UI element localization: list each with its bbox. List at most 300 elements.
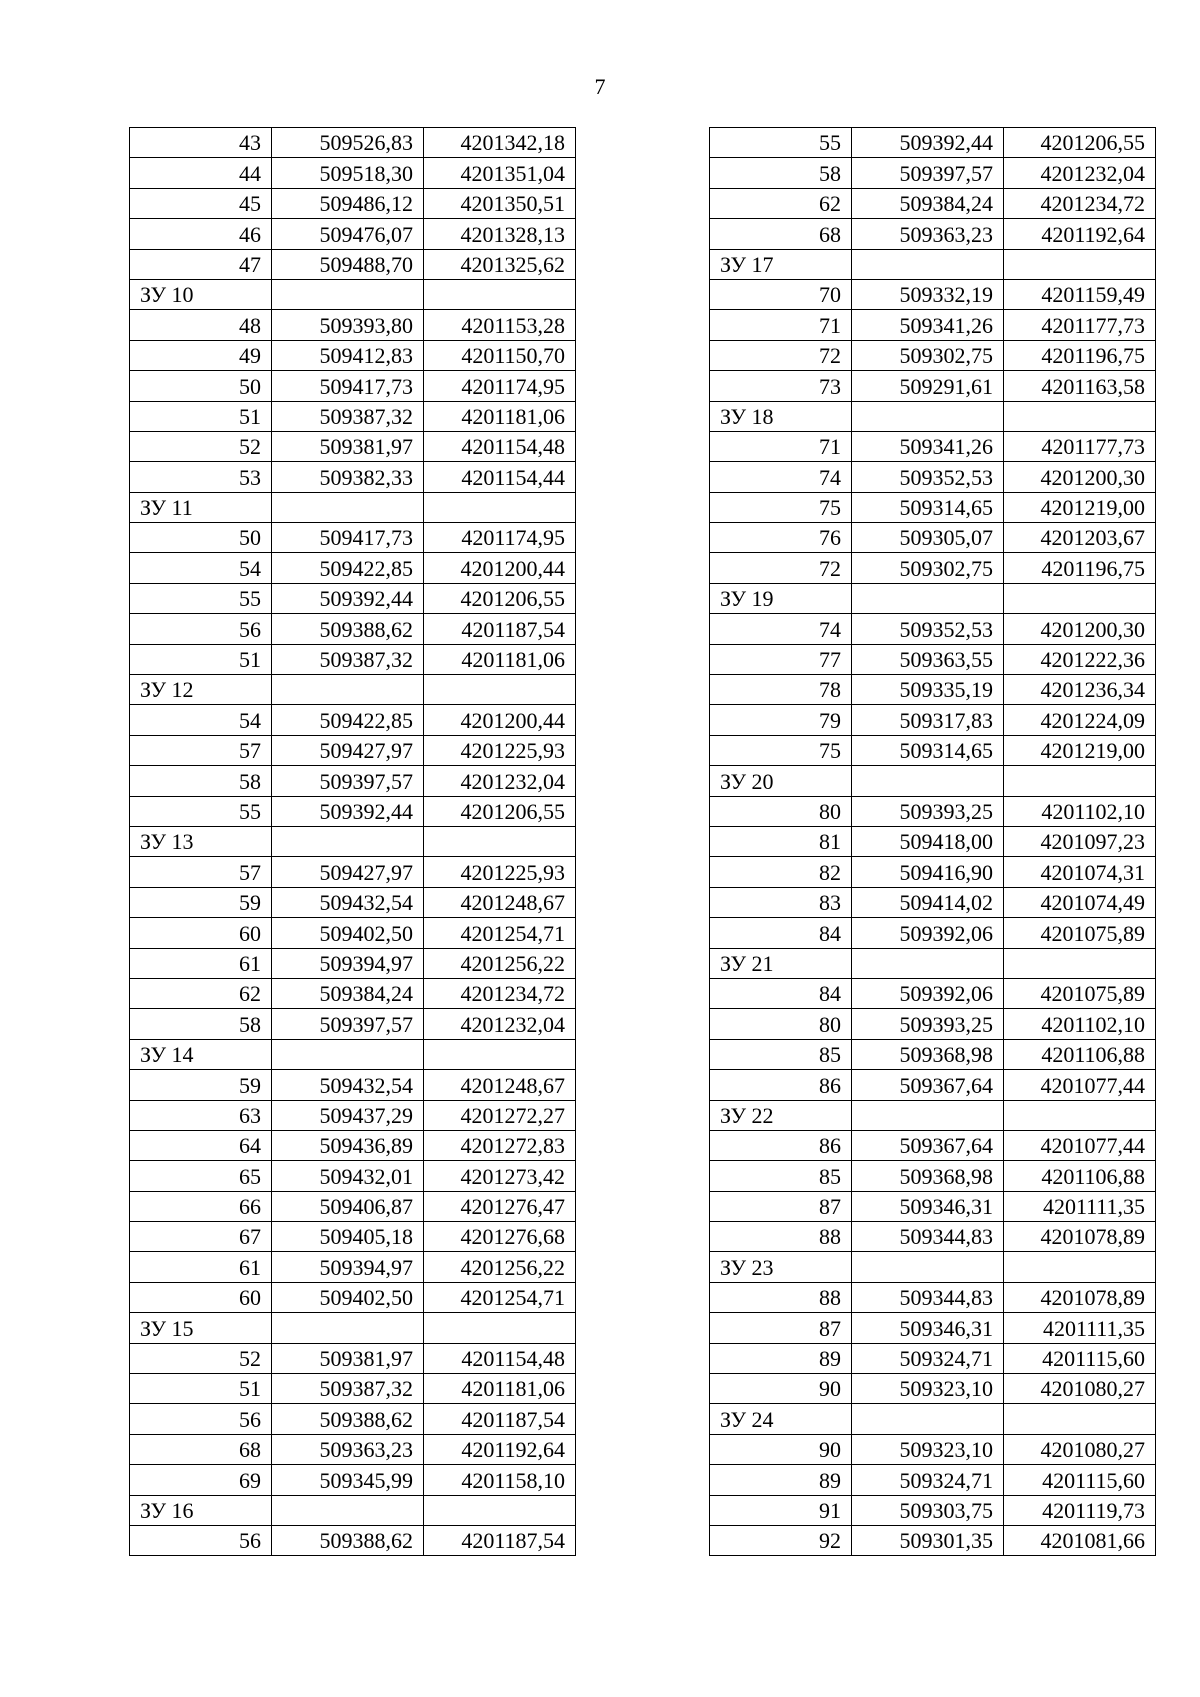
x-coordinate-cell: 509384,24 [272,978,424,1008]
empty-cell [272,279,424,309]
table-row [130,462,576,492]
y-coordinate-cell: 4201256,22 [424,1252,576,1282]
section-label: ЗУ 24 [710,1404,852,1434]
table-row [130,1130,576,1160]
point-number-cell: 44 [130,158,272,188]
point-number-cell: 59 [130,1070,272,1100]
table-row [710,462,1156,492]
point-number-cell: 48 [130,310,272,340]
table-row [130,705,576,735]
point-number-cell: 56 [130,1404,272,1434]
y-coordinate-cell: 4201232,04 [1004,158,1156,188]
point-number-cell: 55 [710,128,852,158]
point-number-cell: 86 [710,1070,852,1100]
section-row [130,279,576,309]
x-coordinate-cell: 509317,83 [852,705,1004,735]
y-coordinate-cell: 4201192,64 [1004,219,1156,249]
x-coordinate-cell: 509486,12 [272,188,424,218]
table-row [130,948,576,978]
table-row [710,705,1156,735]
table-row [130,1343,576,1373]
point-number-cell: 80 [710,796,852,826]
x-coordinate-cell: 509323,10 [852,1374,1004,1404]
x-coordinate-cell: 509416,90 [852,857,1004,887]
x-coordinate-cell: 509344,83 [852,1282,1004,1312]
y-coordinate-cell: 4201115,60 [1004,1465,1156,1495]
empty-cell [424,1313,576,1343]
section-row [130,826,576,856]
table-row [130,1465,576,1495]
x-coordinate-cell: 509352,53 [852,462,1004,492]
y-coordinate-cell: 4201077,44 [1004,1130,1156,1160]
x-coordinate-cell: 509418,00 [852,826,1004,856]
y-coordinate-cell: 4201075,89 [1004,918,1156,948]
table-row [130,887,576,917]
x-coordinate-cell: 509305,07 [852,523,1004,553]
point-number-cell: 67 [130,1222,272,1252]
section-row [710,1100,1156,1130]
y-coordinate-cell: 4201080,27 [1004,1434,1156,1464]
point-number-cell: 54 [130,553,272,583]
x-coordinate-cell: 509394,97 [272,948,424,978]
section-row [130,1039,576,1069]
point-number-cell: 60 [130,918,272,948]
y-coordinate-cell: 4201187,54 [424,614,576,644]
table-row [130,371,576,401]
x-coordinate-cell: 509392,44 [272,583,424,613]
x-coordinate-cell: 509314,65 [852,492,1004,522]
point-number-cell: 92 [710,1525,852,1555]
table-row [710,857,1156,887]
y-coordinate-cell: 4201074,49 [1004,887,1156,917]
empty-cell [272,1495,424,1525]
point-number-cell: 78 [710,675,852,705]
table-row [130,1009,576,1039]
table-row [710,1465,1156,1495]
point-number-cell: 77 [710,644,852,674]
x-coordinate-cell: 509402,50 [272,918,424,948]
y-coordinate-cell: 4201256,22 [424,948,576,978]
point-number-cell: 79 [710,705,852,735]
table-row [710,128,1156,158]
empty-cell [272,675,424,705]
table-row [710,188,1156,218]
point-number-cell: 63 [130,1100,272,1130]
y-coordinate-cell: 4201206,55 [424,796,576,826]
empty-cell [852,1100,1004,1130]
point-number-cell: 87 [710,1191,852,1221]
table-row [130,219,576,249]
x-coordinate-cell: 509388,62 [272,614,424,644]
point-number-cell: 90 [710,1434,852,1464]
point-number-cell: 89 [710,1343,852,1373]
y-coordinate-cell: 4201232,04 [424,1009,576,1039]
table-row [710,523,1156,553]
point-number-cell: 57 [130,735,272,765]
table-row [710,1222,1156,1252]
x-coordinate-cell: 509302,75 [852,340,1004,370]
point-number-cell: 74 [710,462,852,492]
table-row [710,1343,1156,1373]
table-row [130,1252,576,1282]
table-row [710,1374,1156,1404]
table-row [710,1070,1156,1100]
table-row [710,1161,1156,1191]
point-number-cell: 84 [710,918,852,948]
coordinates-table-right [709,127,1156,1556]
point-number-cell: 46 [130,219,272,249]
point-number-cell: 61 [130,948,272,978]
y-coordinate-cell: 4201225,93 [424,857,576,887]
y-coordinate-cell: 4201200,44 [424,705,576,735]
table-row [130,431,576,461]
empty-cell [424,826,576,856]
point-number-cell: 76 [710,523,852,553]
y-coordinate-cell: 4201102,10 [1004,796,1156,826]
empty-cell [272,826,424,856]
y-coordinate-cell: 4201236,34 [1004,675,1156,705]
y-coordinate-cell: 4201203,67 [1004,523,1156,553]
x-coordinate-cell: 509402,50 [272,1282,424,1312]
y-coordinate-cell: 4201254,71 [424,1282,576,1312]
table-row [130,249,576,279]
x-coordinate-cell: 509393,25 [852,1009,1004,1039]
section-label: ЗУ 17 [710,249,852,279]
point-number-cell: 52 [130,1343,272,1373]
table-row [710,371,1156,401]
y-coordinate-cell: 4201074,31 [1004,857,1156,887]
empty-cell [424,279,576,309]
x-coordinate-cell: 509394,97 [272,1252,424,1282]
y-coordinate-cell: 4201077,44 [1004,1070,1156,1100]
x-coordinate-cell: 509367,64 [852,1070,1004,1100]
point-number-cell: 50 [130,523,272,553]
x-coordinate-cell: 509427,97 [272,857,424,887]
table-row [710,826,1156,856]
empty-cell [272,1039,424,1069]
x-coordinate-cell: 509301,35 [852,1525,1004,1555]
table-row [130,614,576,644]
table-row [710,310,1156,340]
table-row [130,1434,576,1464]
y-coordinate-cell: 4201174,95 [424,523,576,553]
x-coordinate-cell: 509363,23 [272,1434,424,1464]
section-label: ЗУ 12 [130,675,272,705]
point-number-cell: 43 [130,128,272,158]
x-coordinate-cell: 509397,57 [852,158,1004,188]
x-coordinate-cell: 509387,32 [272,644,424,674]
empty-cell [1004,1252,1156,1282]
y-coordinate-cell: 4201154,48 [424,431,576,461]
table-row [130,553,576,583]
x-coordinate-cell: 509314,65 [852,735,1004,765]
y-coordinate-cell: 4201154,48 [424,1343,576,1373]
point-number-cell: 58 [130,766,272,796]
empty-cell [852,583,1004,613]
x-coordinate-cell: 509381,97 [272,1343,424,1373]
x-coordinate-cell: 509363,55 [852,644,1004,674]
point-number-cell: 71 [710,431,852,461]
point-number-cell: 57 [130,857,272,887]
x-coordinate-cell: 509405,18 [272,1222,424,1252]
x-coordinate-cell: 509393,25 [852,796,1004,826]
y-coordinate-cell: 4201119,73 [1004,1495,1156,1525]
y-coordinate-cell: 4201276,47 [424,1191,576,1221]
point-number-cell: 61 [130,1252,272,1282]
section-label: ЗУ 14 [130,1039,272,1069]
point-number-cell: 85 [710,1039,852,1069]
x-coordinate-cell: 509332,19 [852,279,1004,309]
x-coordinate-cell: 509518,30 [272,158,424,188]
y-coordinate-cell: 4201248,67 [424,887,576,917]
x-coordinate-cell: 509345,99 [272,1465,424,1495]
coordinates-table-left [129,127,576,1556]
table-row [130,978,576,1008]
x-coordinate-cell: 509422,85 [272,705,424,735]
y-coordinate-cell: 4201159,49 [1004,279,1156,309]
point-number-cell: 88 [710,1282,852,1312]
point-number-cell: 89 [710,1465,852,1495]
section-label: ЗУ 20 [710,766,852,796]
point-number-cell: 51 [130,401,272,431]
empty-cell [852,401,1004,431]
table-row [710,644,1156,674]
table-row [710,219,1156,249]
y-coordinate-cell: 4201078,89 [1004,1282,1156,1312]
section-label: ЗУ 23 [710,1252,852,1282]
y-coordinate-cell: 4201081,66 [1004,1525,1156,1555]
empty-cell [1004,766,1156,796]
x-coordinate-cell: 509291,61 [852,371,1004,401]
section-row [130,1495,576,1525]
y-coordinate-cell: 4201325,62 [424,249,576,279]
x-coordinate-cell: 509324,71 [852,1465,1004,1495]
point-number-cell: 59 [130,887,272,917]
point-number-cell: 85 [710,1161,852,1191]
table-row [130,766,576,796]
point-number-cell: 75 [710,492,852,522]
point-number-cell: 45 [130,188,272,218]
section-row [710,583,1156,613]
table-row [710,1525,1156,1555]
y-coordinate-cell: 4201248,67 [424,1070,576,1100]
point-number-cell: 88 [710,1222,852,1252]
empty-cell [852,766,1004,796]
y-coordinate-cell: 4201350,51 [424,188,576,218]
empty-cell [424,675,576,705]
x-coordinate-cell: 509422,85 [272,553,424,583]
point-number-cell: 70 [710,279,852,309]
y-coordinate-cell: 4201196,75 [1004,553,1156,583]
section-row [130,675,576,705]
table-row [710,978,1156,1008]
y-coordinate-cell: 4201181,06 [424,1374,576,1404]
section-row [130,492,576,522]
y-coordinate-cell: 4201153,28 [424,310,576,340]
y-coordinate-cell: 4201273,42 [424,1161,576,1191]
y-coordinate-cell: 4201154,44 [424,462,576,492]
x-coordinate-cell: 509392,44 [272,796,424,826]
x-coordinate-cell: 509417,73 [272,371,424,401]
section-row [710,766,1156,796]
point-number-cell: 75 [710,735,852,765]
table-row [130,1100,576,1130]
x-coordinate-cell: 509388,62 [272,1404,424,1434]
y-coordinate-cell: 4201102,10 [1004,1009,1156,1039]
x-coordinate-cell: 509397,57 [272,1009,424,1039]
table-row [710,1009,1156,1039]
y-coordinate-cell: 4201177,73 [1004,431,1156,461]
table-row [130,796,576,826]
table-row [130,1404,576,1434]
y-coordinate-cell: 4201219,00 [1004,735,1156,765]
point-number-cell: 65 [130,1161,272,1191]
y-coordinate-cell: 4201351,04 [424,158,576,188]
y-coordinate-cell: 4201328,13 [424,219,576,249]
y-coordinate-cell: 4201206,55 [1004,128,1156,158]
y-coordinate-cell: 4201272,83 [424,1130,576,1160]
x-coordinate-cell: 509341,26 [852,431,1004,461]
table-row [710,1282,1156,1312]
table-row [710,796,1156,826]
point-number-cell: 73 [710,371,852,401]
table-row [710,1434,1156,1464]
y-coordinate-cell: 4201158,10 [424,1465,576,1495]
y-coordinate-cell: 4201276,68 [424,1222,576,1252]
x-coordinate-cell: 509412,83 [272,340,424,370]
empty-cell [1004,583,1156,613]
x-coordinate-cell: 509381,97 [272,431,424,461]
empty-cell [424,492,576,522]
section-label: ЗУ 21 [710,948,852,978]
point-number-cell: 47 [130,249,272,279]
coordinates-table-right-body [710,128,1156,1556]
x-coordinate-cell: 509427,97 [272,735,424,765]
x-coordinate-cell: 509392,06 [852,918,1004,948]
table-row [130,340,576,370]
point-number-cell: 64 [130,1130,272,1160]
empty-cell [424,1039,576,1069]
point-number-cell: 66 [130,1191,272,1221]
table-row [130,1525,576,1555]
page-number: 7 [594,74,606,99]
x-coordinate-cell: 509352,53 [852,614,1004,644]
point-number-cell: 82 [710,857,852,887]
x-coordinate-cell: 509393,80 [272,310,424,340]
section-row [710,1252,1156,1282]
x-coordinate-cell: 509335,19 [852,675,1004,705]
table-row [710,1495,1156,1525]
x-coordinate-cell: 509432,01 [272,1161,424,1191]
table-row [130,644,576,674]
table-row [130,1222,576,1252]
x-coordinate-cell: 509476,07 [272,219,424,249]
empty-cell [1004,1404,1156,1434]
x-coordinate-cell: 509488,70 [272,249,424,279]
section-row [710,1404,1156,1434]
section-label: ЗУ 10 [130,279,272,309]
point-number-cell: 84 [710,978,852,1008]
section-row [130,1313,576,1343]
y-coordinate-cell: 4201234,72 [1004,188,1156,218]
x-coordinate-cell: 509324,71 [852,1343,1004,1373]
table-row [710,1130,1156,1160]
y-coordinate-cell: 4201163,58 [1004,371,1156,401]
empty-cell [852,1252,1004,1282]
y-coordinate-cell: 4201192,64 [424,1434,576,1464]
point-number-cell: 52 [130,431,272,461]
x-coordinate-cell: 509387,32 [272,1374,424,1404]
x-coordinate-cell: 509303,75 [852,1495,1004,1525]
y-coordinate-cell: 4201200,44 [424,553,576,583]
section-row [710,401,1156,431]
y-coordinate-cell: 4201106,88 [1004,1039,1156,1069]
y-coordinate-cell: 4201150,70 [424,340,576,370]
y-coordinate-cell: 4201200,30 [1004,462,1156,492]
empty-cell [1004,948,1156,978]
section-label: ЗУ 16 [130,1495,272,1525]
y-coordinate-cell: 4201111,35 [1004,1313,1156,1343]
y-coordinate-cell: 4201111,35 [1004,1191,1156,1221]
section-label: ЗУ 18 [710,401,852,431]
table-row [710,492,1156,522]
point-number-cell: 55 [130,796,272,826]
x-coordinate-cell: 509397,57 [272,766,424,796]
point-number-cell: 60 [130,1282,272,1312]
table-row [130,1191,576,1221]
empty-cell [272,492,424,522]
table-row [130,523,576,553]
x-coordinate-cell: 509363,23 [852,219,1004,249]
table-row [130,1070,576,1100]
table-row [130,188,576,218]
x-coordinate-cell: 509437,29 [272,1100,424,1130]
point-number-cell: 51 [130,644,272,674]
x-coordinate-cell: 509388,62 [272,1525,424,1555]
empty-cell [1004,401,1156,431]
table-row [710,158,1156,188]
table-row [710,614,1156,644]
x-coordinate-cell: 509368,98 [852,1039,1004,1069]
point-number-cell: 51 [130,1374,272,1404]
point-number-cell: 50 [130,371,272,401]
empty-cell [1004,249,1156,279]
table-row [710,340,1156,370]
point-number-cell: 55 [130,583,272,613]
table-row [130,310,576,340]
y-coordinate-cell: 4201187,54 [424,1525,576,1555]
point-number-cell: 62 [710,188,852,218]
table-row [710,1313,1156,1343]
point-number-cell: 58 [130,1009,272,1039]
section-label: ЗУ 19 [710,583,852,613]
coordinates-table-left-body [130,128,576,1556]
section-row [710,948,1156,978]
x-coordinate-cell: 509302,75 [852,553,1004,583]
x-coordinate-cell: 509346,31 [852,1313,1004,1343]
table-row [710,1039,1156,1069]
table-row [710,1191,1156,1221]
point-number-cell: 69 [130,1465,272,1495]
point-number-cell: 68 [130,1434,272,1464]
x-coordinate-cell: 509387,32 [272,401,424,431]
y-coordinate-cell: 4201222,36 [1004,644,1156,674]
y-coordinate-cell: 4201115,60 [1004,1343,1156,1373]
table-row [130,128,576,158]
point-number-cell: 74 [710,614,852,644]
y-coordinate-cell: 4201196,75 [1004,340,1156,370]
x-coordinate-cell: 509406,87 [272,1191,424,1221]
